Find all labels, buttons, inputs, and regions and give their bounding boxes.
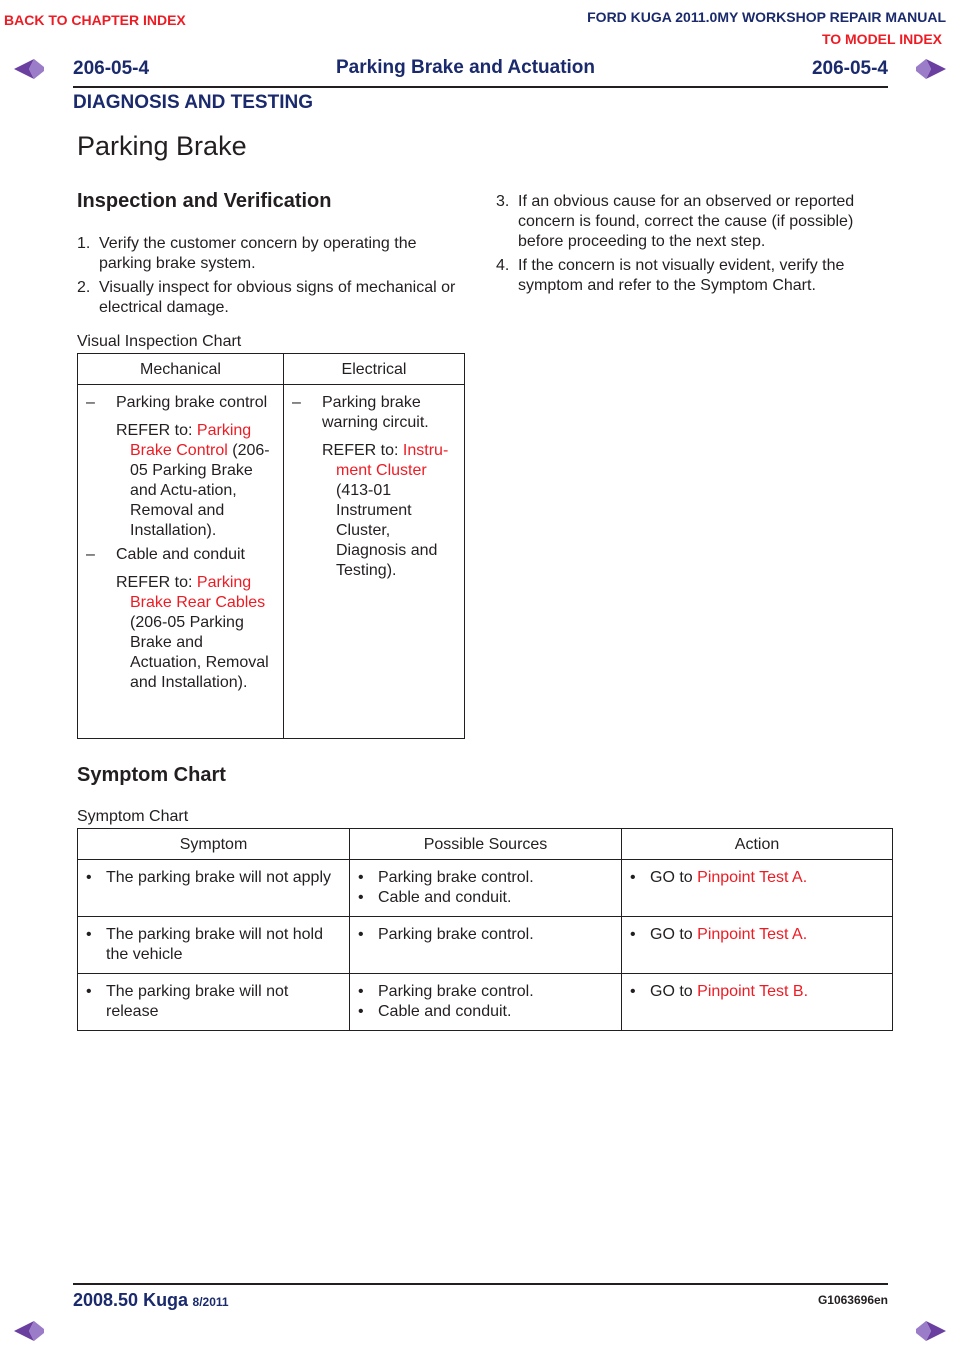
col-electrical: Electrical xyxy=(284,354,465,385)
mechanical-item: – Cable and conduit xyxy=(86,546,245,563)
previous-page-arrow-icon[interactable] xyxy=(12,58,46,80)
next-page-arrow-icon[interactable] xyxy=(914,58,948,80)
to-model-index-link[interactable]: TO MODEL INDEX xyxy=(821,31,942,47)
mechanical-refer: REFER to: Parking Brake Control (206-05 Parking Brake and Actu-ation, Removal and Installation). xyxy=(116,422,270,539)
symptom-chart-caption: Symptom Chart xyxy=(77,808,189,825)
electrical-refer: REFER to: Instru-ment Cluster (413-01 Instrument Cluster, Diagnosis and Testing). xyxy=(322,442,449,579)
symptom-chart-table xyxy=(77,828,893,1031)
inspection-step: 1. Verify the customer concern by operating the parking brake system. xyxy=(77,235,417,272)
footer-code: G1063696en xyxy=(817,1293,888,1307)
pinpoint-test-link[interactable]: Pinpoint Test B. xyxy=(697,983,809,1000)
parking-brake-control-link[interactable]: Parking Brake Control xyxy=(130,422,252,459)
header-page-number-right: 206-05-4 xyxy=(811,58,888,79)
manual-title: FORD KUGA 2011.0MY WORKSHOP REPAIR MANUAL xyxy=(587,9,946,25)
col-symptom: Symptom xyxy=(78,829,350,860)
mechanical-cell xyxy=(78,385,284,739)
table-row: • The parking brake will not apply • Parking brake control. • Cable and conduit. • GO to Pinpoint Test A. xyxy=(78,860,893,917)
header-page-number-left: 206-05-4 xyxy=(73,58,150,79)
inspection-steps-left xyxy=(77,234,467,318)
inspection-heading: Inspection and Verification xyxy=(77,190,332,212)
visual-chart-caption: Visual Inspection Chart xyxy=(77,333,242,350)
page-title: Parking Brake xyxy=(77,131,247,161)
footer-date: 8/2011 xyxy=(192,1295,229,1309)
next-page-arrow-bottom-icon[interactable] xyxy=(914,1320,948,1342)
inspection-steps-right xyxy=(496,192,888,296)
mechanical-refer: REFER to: Parking Brake Rear Cables (206-05 Parking Brake and Actuation, Removal and Installation). xyxy=(116,574,269,691)
section-title: DIAGNOSIS AND TESTING xyxy=(73,92,313,113)
parking-brake-rear-cables-link[interactable]: Parking Brake Rear Cables xyxy=(130,574,266,611)
col-action: Action xyxy=(622,829,893,860)
col-possible-sources: Possible Sources xyxy=(350,829,622,860)
col-mechanical: Mechanical xyxy=(78,354,284,385)
symptom-chart-heading: Symptom Chart xyxy=(77,764,226,786)
back-to-chapter-index-link[interactable]: BACK TO CHAPTER INDEX xyxy=(4,12,186,28)
pinpoint-test-link[interactable]: Pinpoint Test A. xyxy=(697,869,808,886)
pinpoint-test-link[interactable]: Pinpoint Test A. xyxy=(697,926,808,943)
table-row: • The parking brake will not hold the vehicle • Parking brake control. • GO to Pinpoint Test A. xyxy=(78,917,893,974)
electrical-cell xyxy=(284,385,465,739)
footer-rule xyxy=(73,1283,888,1285)
header-title: Parking Brake and Actuation xyxy=(336,57,596,78)
instrument-cluster-link[interactable]: Instru-ment Cluster xyxy=(336,442,449,479)
mechanical-item: – Parking brake control xyxy=(86,394,268,411)
inspection-step: 4. If the concern is not visually evident, verify the symptom and refer to the Symptom Chart. xyxy=(496,257,845,294)
table-row: • The parking brake will not release • Parking brake control. • Cable and conduit. • GO to Pinpoint Test B. xyxy=(78,974,893,1031)
header-rule xyxy=(73,86,888,88)
footer-model: 2008.50 Kuga 8/2011 xyxy=(73,1290,229,1310)
previous-page-arrow-bottom-icon[interactable] xyxy=(12,1320,46,1342)
electrical-item: – Parking brake warning circuit. xyxy=(292,394,429,431)
inspection-step: 2. Visually inspect for obvious signs of mechanical or electrical damage. xyxy=(77,279,456,316)
inspection-step: 3. If an obvious cause for an observed or reported concern is found, correct the cause (if possible) before proceeding to the next step. xyxy=(496,193,855,250)
visual-inspection-table xyxy=(77,353,465,739)
